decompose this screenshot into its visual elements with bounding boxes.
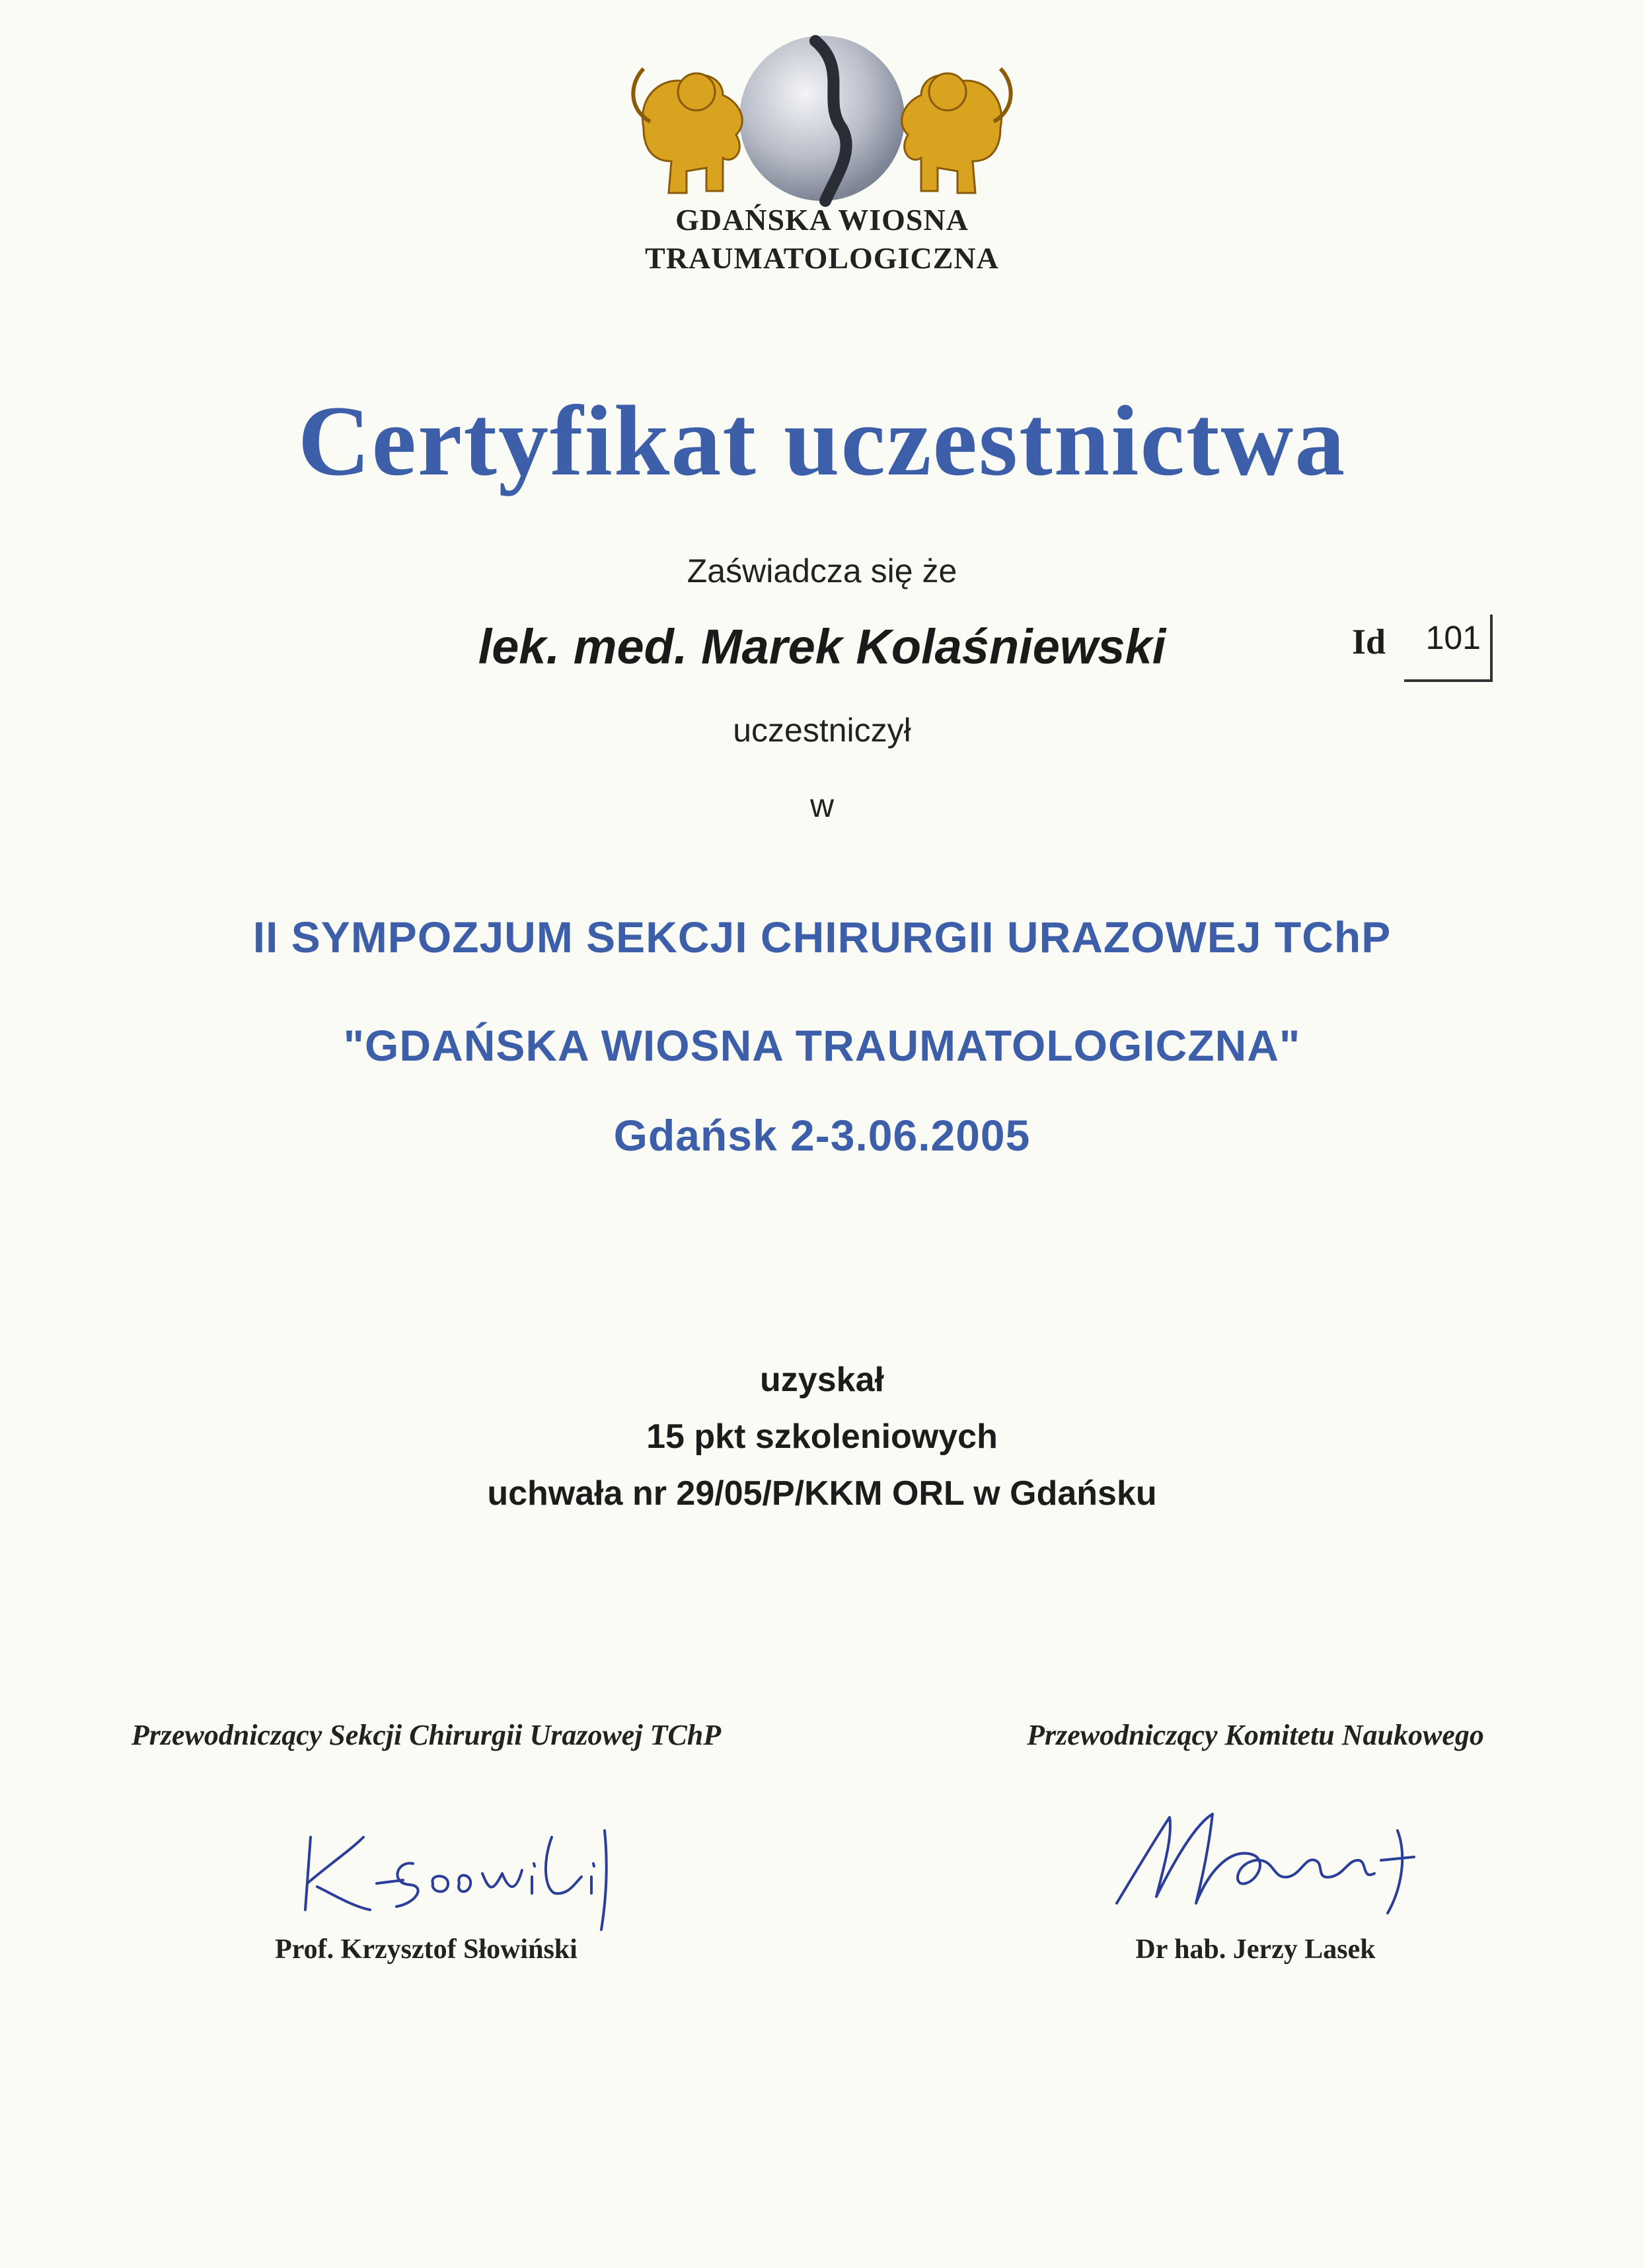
certifies-text: Zaświadcza się że xyxy=(687,552,957,589)
right-signatory-name: Dr hab. Jerzy Lasek xyxy=(1135,1934,1376,1965)
in-word: w xyxy=(809,787,835,824)
id-label: Id xyxy=(1352,622,1386,662)
left-signature-icon xyxy=(291,1811,661,1936)
award-resolution: uchwała nr 29/05/P/KKM ORL w Gdańsku xyxy=(487,1474,1157,1513)
org-name-line1: GDAŃSKA WIOSNA xyxy=(675,203,969,237)
id-box xyxy=(1404,615,1493,682)
globe-with-lions-icon xyxy=(624,29,1020,208)
left-signatory-name: Prof. Krzysztof Słowiński xyxy=(275,1934,578,1965)
right-signature-icon xyxy=(1097,1797,1440,1923)
org-name-line2: TRAUMATOLOGICZNA xyxy=(645,241,999,275)
participated-text: uczestniczył xyxy=(733,712,911,749)
award-points: 15 pkt szkoleniowych xyxy=(646,1418,998,1456)
left-signatory-role: Przewodniczący Sekcji Chirurgii Urazowej TChP xyxy=(131,1719,722,1751)
event-title-line1: II SYMPOZJUM SEKCJI CHIRURGII URAZOWEJ TChP xyxy=(252,913,1392,962)
participant-name: lek. med. Marek Kolaśniewski xyxy=(478,619,1166,674)
event-title-line2: "GDAŃSKA WIOSNA TRAUMATOLOGICZNA" xyxy=(343,1021,1301,1070)
right-signatory-role: Przewodniczący Komitetu Naukowego xyxy=(1027,1719,1484,1751)
event-date: Gdańsk 2-3.06.2005 xyxy=(613,1111,1031,1160)
award-line1: uzyskał xyxy=(760,1361,884,1399)
id-value: 101 xyxy=(1425,619,1481,656)
event-logo xyxy=(624,29,1020,208)
certificate-title: Certyfikat uczestnictwa xyxy=(297,385,1347,496)
